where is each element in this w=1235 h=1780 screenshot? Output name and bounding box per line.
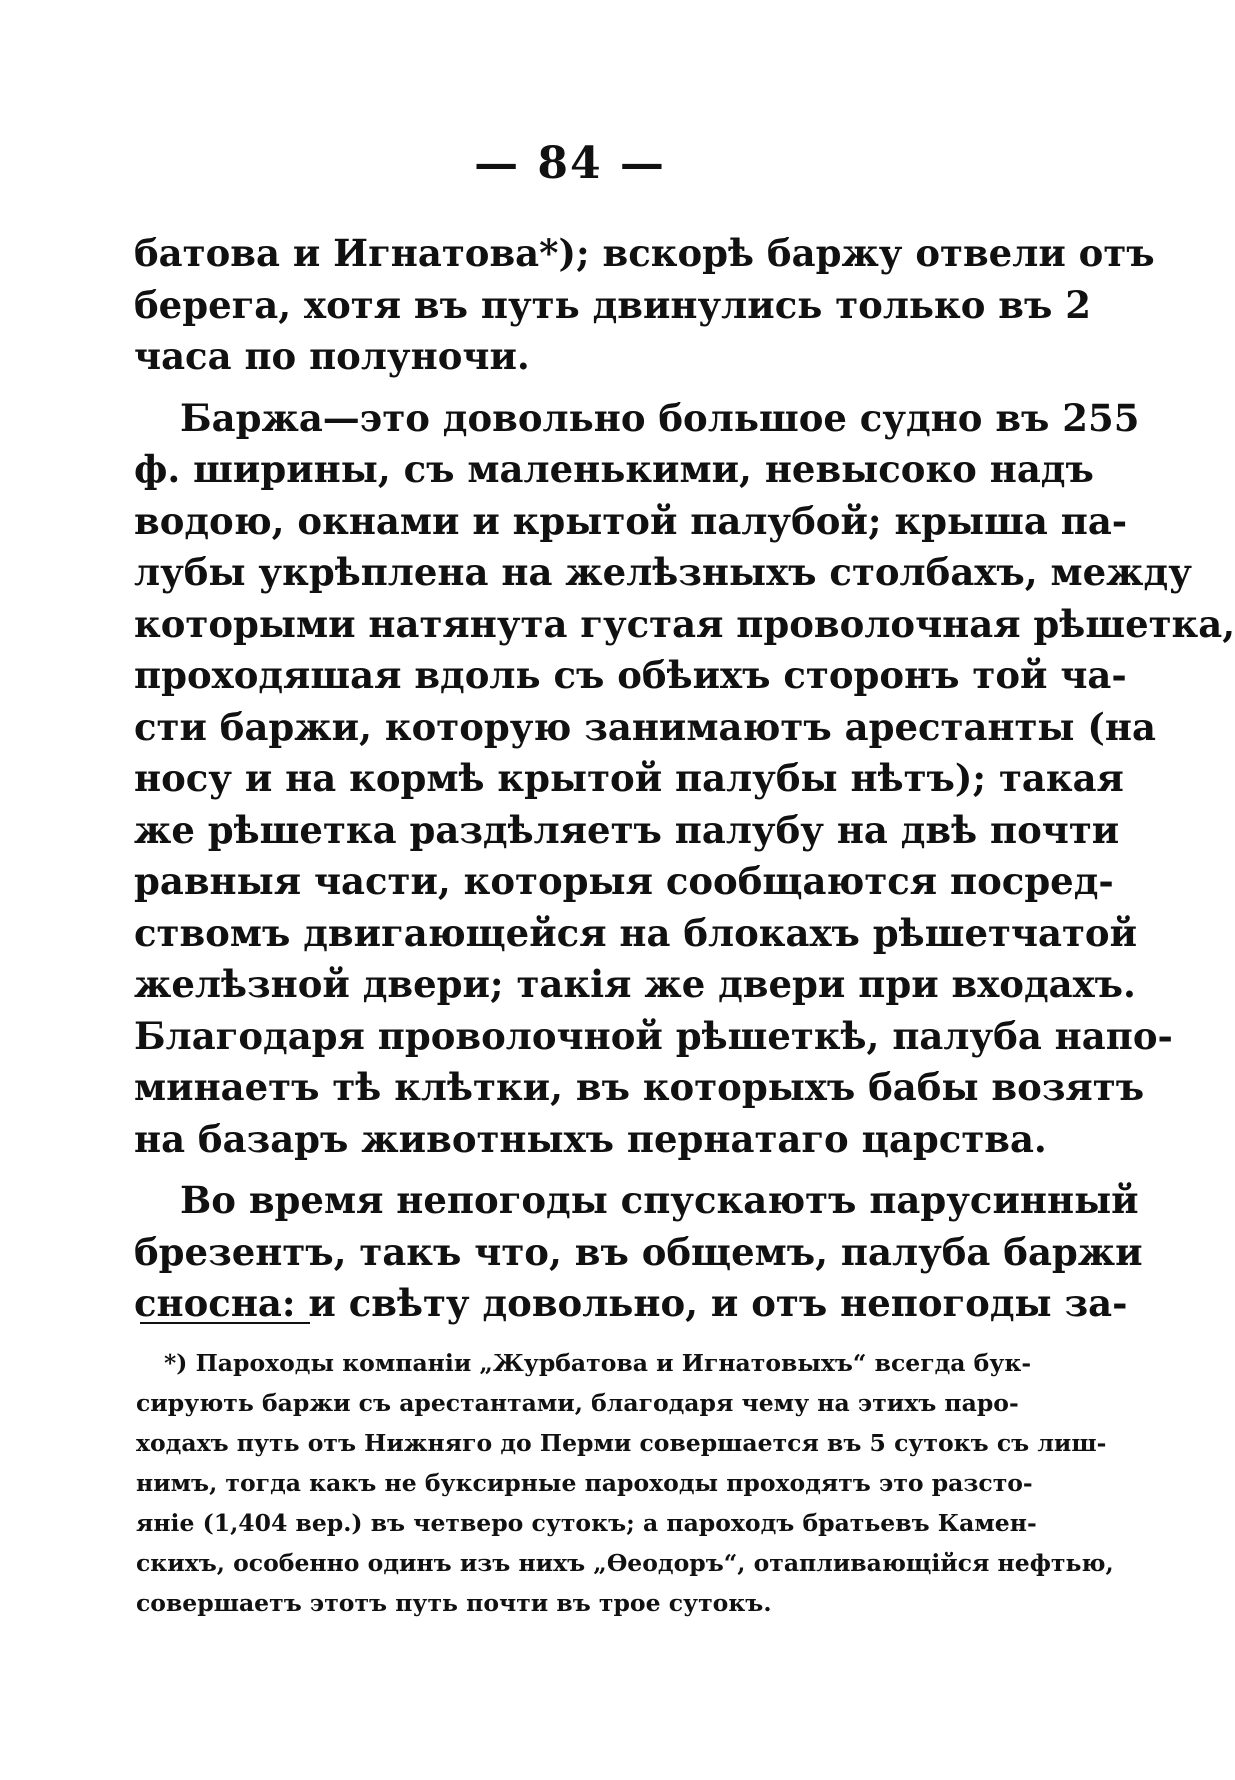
text-line: Во время непогоды спускаютъ парусинный bbox=[180, 1178, 1139, 1222]
paragraph-gap bbox=[134, 1165, 1000, 1175]
text-line: носу и на кормѣ крытой палубы нѣтъ); такая bbox=[134, 756, 1124, 800]
text-line: минаетъ тѣ клѣтки, въ которыхъ бабы возятъ bbox=[134, 1065, 1145, 1109]
footnote-line: сирують баржи съ арестантами, благодаря чему на этихъ паро- bbox=[136, 1389, 1019, 1417]
text-line: Благодаря проволочной рѣшеткѣ, палуба напо- bbox=[134, 1013, 1173, 1058]
text-line: желѣзной двери; такія же двери при входахъ. bbox=[134, 962, 1136, 1006]
text-line: сти баржи, которую занимаютъ арестанты (на bbox=[134, 704, 1156, 749]
text-line: брезентъ, такъ что, въ общемъ, палуба баржи bbox=[134, 1229, 1143, 1274]
text-line: лубы укрѣплена на желѣзныхъ столбахъ, между bbox=[134, 550, 1192, 594]
text-line: батова и Игнатова*); вскорѣ баржу отвели отъ bbox=[134, 231, 1155, 275]
paragraph-gap bbox=[134, 383, 1000, 393]
text-line: на базаръ животныхъ пернатаго царства. bbox=[134, 1116, 1047, 1161]
text-line: ф. ширины, съ маленькими, невысоко надъ bbox=[134, 447, 1094, 491]
page-number: — 84 — bbox=[474, 138, 666, 189]
footnote-line: скихъ, особенно одинъ изъ нихъ „Өеодоръ“, отапливающійся нефтью, bbox=[136, 1549, 1114, 1577]
text-line: часа по полуночи. bbox=[134, 334, 530, 378]
paragraph-1 bbox=[134, 228, 1155, 383]
footnote-line: *) Пароходы компаніи „Журбатова и Игнатовыхъ“ всегда бук- bbox=[164, 1349, 1032, 1377]
footnote-divider bbox=[140, 1322, 310, 1324]
main-text bbox=[134, 228, 1235, 1330]
text-line: которыми натянута густая проволочная рѣшетка, bbox=[134, 601, 1235, 646]
paragraph-2 bbox=[134, 393, 1235, 1166]
text-line: берега, хотя въ путь двинулись только въ 2 bbox=[134, 282, 1092, 327]
text-line: же рѣшетка раздѣляетъ палубу на двѣ почти bbox=[134, 807, 1120, 852]
paragraph-3 bbox=[134, 1175, 1143, 1330]
text-line: равныя части, которыя сообщаются посред- bbox=[134, 859, 1114, 903]
text-line: водою, окнами и крытой палубой; крыша па- bbox=[134, 498, 1128, 543]
text-line: Баржа—это довольно большое судно въ 255 bbox=[180, 395, 1140, 440]
text-line: проходяшая вдоль съ обѣихъ сторонъ той ча- bbox=[134, 653, 1127, 697]
footnote-line: яніе (1,404 вер.) въ четверо сутокъ; а пароходъ братьевъ Камен- bbox=[136, 1509, 1037, 1537]
footnote-line: нимъ, тогда какъ не буксирные пароходы проходятъ это разсто- bbox=[136, 1469, 1033, 1497]
text-line: ствомъ двигающейся на блокахъ рѣшетчатой bbox=[134, 910, 1138, 955]
footnote-line: совершаетъ этотъ путь почти въ трое сутокъ. bbox=[136, 1589, 772, 1617]
text-line: сносна: и свѣту довольно, и отъ непогоды за- bbox=[134, 1281, 1128, 1325]
footnote bbox=[136, 1343, 1114, 1623]
footnote-line: ходахъ путь отъ Нижняго до Перми совершается въ 5 сутокъ съ лиш- bbox=[136, 1429, 1107, 1457]
